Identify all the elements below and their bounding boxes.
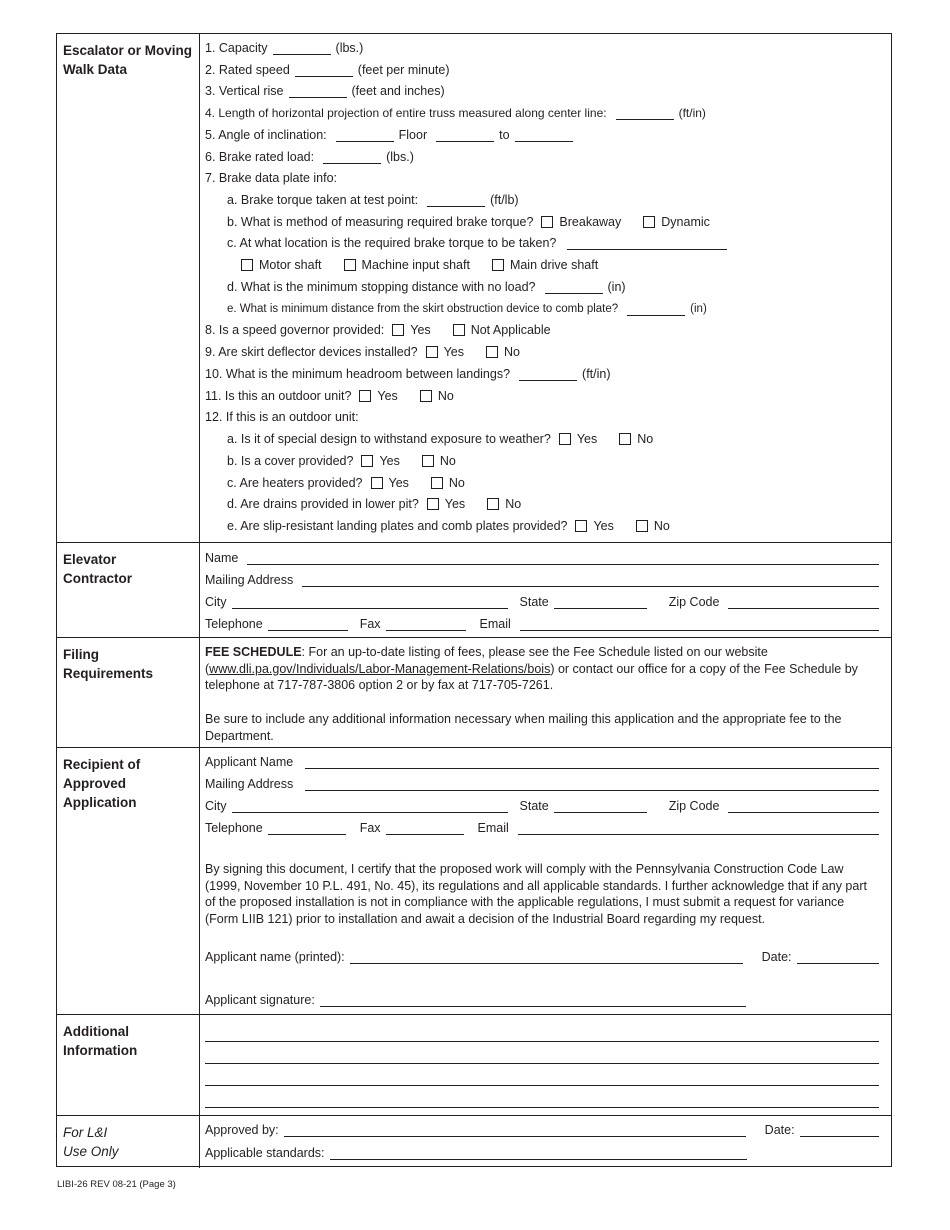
q11-label: 11. Is this an outdoor unit?	[205, 389, 352, 403]
section-label: Elevator Contractor	[63, 552, 133, 586]
heaters-yes-checkbox[interactable]	[371, 477, 383, 489]
main-drive-shaft-checkbox[interactable]	[492, 259, 504, 271]
applicant-fax-input[interactable]	[386, 821, 464, 835]
applicable-standards-input[interactable]	[330, 1146, 747, 1160]
q12a-label: a. Is it of special design to withstand exposure to weather?	[227, 432, 551, 446]
angle-input[interactable]	[336, 128, 394, 142]
contractor-telephone-input[interactable]	[268, 617, 348, 631]
application-form	[56, 33, 892, 1167]
q9-label: 9. Are skirt deflector devices installed?	[205, 345, 418, 359]
column-divider	[199, 1015, 200, 1115]
rated-speed-input[interactable]	[295, 63, 353, 77]
capacity-input[interactable]	[273, 41, 331, 55]
column-divider	[199, 748, 200, 1014]
q10-label: 10. What is the minimum headroom between landings?	[205, 367, 511, 381]
contractor-zip-input[interactable]	[728, 595, 879, 609]
governor-yes-checkbox[interactable]	[392, 324, 404, 336]
outdoor-no-checkbox[interactable]	[420, 390, 432, 402]
section-label: Filing Requirements	[63, 647, 154, 681]
column-divider	[199, 34, 200, 542]
outdoor-yes-checkbox[interactable]	[359, 390, 371, 402]
skirt-deflector-yes-checkbox[interactable]	[426, 346, 438, 358]
section-escalator-data: Escalator or Moving Walk Data 1. Capacity (lbs.) 2. Rated speed (feet per minute) 3. Vertical rise (feet and inches) 4. Length of horizontal projection of entire truss measured along center line: (ft/in) 5. Angle of inclination: Floor to 6. Brake rated load: (lbs.) 7. Brake data plate info: a. Brake torque taken at test point: (ft/lb) b. What is method of measuring required brake torque? Breakaway Dynamic c. At what location is the required brake torque to be taken? Motor shaft Machine input shaft Main drive shaft d. What is the minimum stopping distance with no load? (in) e. What is minimum distance from the skirt obstruction device to comb plate? (in) 8. Is a speed governor provided: Yes Not Applicable 9. Are skirt deflector devices installed? Yes No 10. What is the minimum headroom between landings? (ft/in) 11. Is this an outdoor unit? Yes No 12. If this is an outdoor unit: a. Is it of special design to withstand exposure to weather? Yes No b. Is a cover provided? Yes No c. Are heaters provided? Yes No d. Are drains provided in lower pit? Yes No e. Are slip-resistant landing plates and comb plates provided? Yes No	[57, 34, 891, 542]
section-additional-information	[57, 1014, 891, 1115]
applicant-printed-name-input[interactable]	[350, 950, 743, 964]
headroom-input[interactable]	[519, 367, 577, 381]
approval-date-input[interactable]	[800, 1123, 879, 1137]
q7b-label: b. What is method of measuring required brake torque?	[227, 215, 534, 229]
applicant-date-input[interactable]	[797, 950, 879, 964]
additional-info-line[interactable]	[205, 1107, 879, 1108]
contractor-email-input[interactable]	[520, 617, 879, 631]
approved-by-input[interactable]	[284, 1123, 746, 1137]
brake-location-input[interactable]	[567, 236, 727, 250]
section-label: Additional Information	[63, 1024, 138, 1058]
vertical-rise-input[interactable]	[289, 84, 347, 98]
fee-schedule-paragraph: FEE SCHEDULE: For an up-to-date listing of fees, please see the Fee Schedule listed on our website (www.dli.pa.gov/Individuals/Labor-Management-Relations/bois) or contact our office for a copy of the Fee Schedule by telephone at 717-787-3806 option 2 or by fax at 717-705-7261.	[205, 645, 858, 692]
contractor-fax-input[interactable]	[386, 617, 466, 631]
q8-label: 8. Is a speed governor provided:	[205, 323, 385, 337]
applicant-city-input[interactable]	[232, 799, 508, 813]
special-design-yes-checkbox[interactable]	[559, 433, 571, 445]
applicant-state-input[interactable]	[554, 799, 647, 813]
q7d-label: d. What is the minimum stopping distance with no load?	[227, 280, 536, 294]
horizontal-projection-input[interactable]	[616, 106, 674, 120]
motor-shaft-checkbox[interactable]	[241, 259, 253, 271]
cover-yes-checkbox[interactable]	[361, 455, 373, 467]
section-label: Recipient of Approved Application	[63, 757, 141, 810]
column-divider	[199, 638, 200, 747]
q1-label: 1. Capacity	[205, 41, 268, 55]
drains-no-checkbox[interactable]	[487, 498, 499, 510]
column-divider	[199, 543, 200, 637]
applicant-mailing-address-input[interactable]	[305, 777, 879, 791]
q12c-label: c. Are heaters provided?	[227, 476, 363, 490]
applicant-zip-input[interactable]	[728, 799, 879, 813]
skirt-distance-input[interactable]	[627, 302, 685, 316]
slip-resistant-no-checkbox[interactable]	[636, 520, 648, 532]
heaters-no-checkbox[interactable]	[431, 477, 443, 489]
q12d-label: d. Are drains provided in lower pit?	[227, 497, 419, 511]
brake-torque-input[interactable]	[427, 193, 485, 207]
q6-label: 6. Brake rated load:	[205, 150, 315, 164]
floor-to-input[interactable]	[515, 128, 573, 142]
q4-label: 4. Length of horizontal projection of entire truss measured along center line:	[205, 106, 607, 120]
contractor-mailing-address-input[interactable]	[302, 573, 879, 587]
include-info-paragraph: Be sure to include any additional information necessary when mailing this application and the appropriate fee to the Department.	[205, 712, 842, 743]
q7c-label: c. At what location is the required brake torque to be taken?	[227, 236, 557, 250]
breakaway-checkbox[interactable]	[541, 216, 553, 228]
cover-no-checkbox[interactable]	[422, 455, 434, 467]
brake-rated-load-input[interactable]	[323, 150, 381, 164]
section-recipient: Recipient of Approved Application Applicant Name Mailing Address City State Zip Code Telephone Fax Email By signing this document, I certify that the proposed work will comply with the Pennsylvania Construction Code Law (1999, November 10 P.L. 491, No. 45), its regulations and all applicable standards. I further acknowledge that if any part of the proposed installation is not in compliance with the applicable regulations, I must submit a request for variance (Form LIIB 121) prior to installation and await a decision of the Industrial Board regarding my request. Applicant name (printed): Date: Applicant signature:	[57, 747, 891, 1014]
q12e-label: e. Are slip-resistant landing plates and comb plates provided?	[227, 519, 568, 533]
fee-schedule-link[interactable]: www.dli.pa.gov/Individuals/Labor-Management-Relations/bois	[209, 661, 551, 676]
q12-label: 12. If this is an outdoor unit:	[205, 410, 359, 424]
q7-label: 7. Brake data plate info:	[205, 171, 338, 185]
column-divider	[199, 1116, 200, 1168]
special-design-no-checkbox[interactable]	[619, 433, 631, 445]
section-elevator-contractor: Elevator Contractor Name Mailing Address City State Zip Code Telephone Fax Email	[57, 542, 891, 637]
contractor-state-input[interactable]	[554, 595, 647, 609]
form-footer: LIBI-26 REV 08-21 (Page 3)	[57, 1179, 176, 1190]
applicant-name-input[interactable]	[305, 755, 879, 769]
certification-paragraph: By signing this document, I certify that the proposed work will comply with the Pennsylvania Construction Code Law (1999, November 10 P.L. 491, No. 45), its regulations and all applicable standards. I further acknowledge that if any part of the proposed installation is not in compliance with the applicable regulations, I must submit a request for variance (Form LIIB 121) prior to installation and await a decision of the Industrial Board regarding my request.	[205, 862, 867, 926]
applicant-signature-input[interactable]	[320, 993, 746, 1007]
q12b-label: b. Is a cover provided?	[227, 454, 354, 468]
section-filing-requirements	[57, 637, 891, 747]
floor-from-input[interactable]	[436, 128, 494, 142]
dynamic-checkbox[interactable]	[643, 216, 655, 228]
q7e-label: e. What is minimum distance from the skirt obstruction device to comb plate?	[227, 303, 619, 315]
additional-info-line[interactable]	[205, 1085, 879, 1086]
applicant-telephone-input[interactable]	[268, 821, 346, 835]
applicant-email-input[interactable]	[518, 821, 879, 835]
section-label: Escalator or Moving Walk Data	[63, 43, 193, 77]
additional-info-line[interactable]	[205, 1041, 879, 1042]
slip-resistant-yes-checkbox[interactable]	[575, 520, 587, 532]
drains-yes-checkbox[interactable]	[427, 498, 439, 510]
contractor-name-input[interactable]	[247, 551, 879, 565]
q7a-label: a. Brake torque taken at test point:	[227, 193, 419, 207]
contractor-city-input[interactable]	[232, 595, 508, 609]
section-label: For L&I Use Only	[63, 1125, 119, 1159]
q5-label: 5. Angle of inclination:	[205, 128, 327, 142]
additional-info-line[interactable]	[205, 1063, 879, 1064]
skirt-deflector-no-checkbox[interactable]	[486, 346, 498, 358]
machine-input-shaft-checkbox[interactable]	[344, 259, 356, 271]
governor-na-checkbox[interactable]	[453, 324, 465, 336]
stopping-distance-input[interactable]	[545, 280, 603, 294]
section-office-use: For L&I Use Only Approved by: Date: Applicable standards:	[57, 1115, 891, 1168]
q3-label: 3. Vertical rise	[205, 84, 284, 98]
q2-label: 2. Rated speed	[205, 63, 290, 77]
